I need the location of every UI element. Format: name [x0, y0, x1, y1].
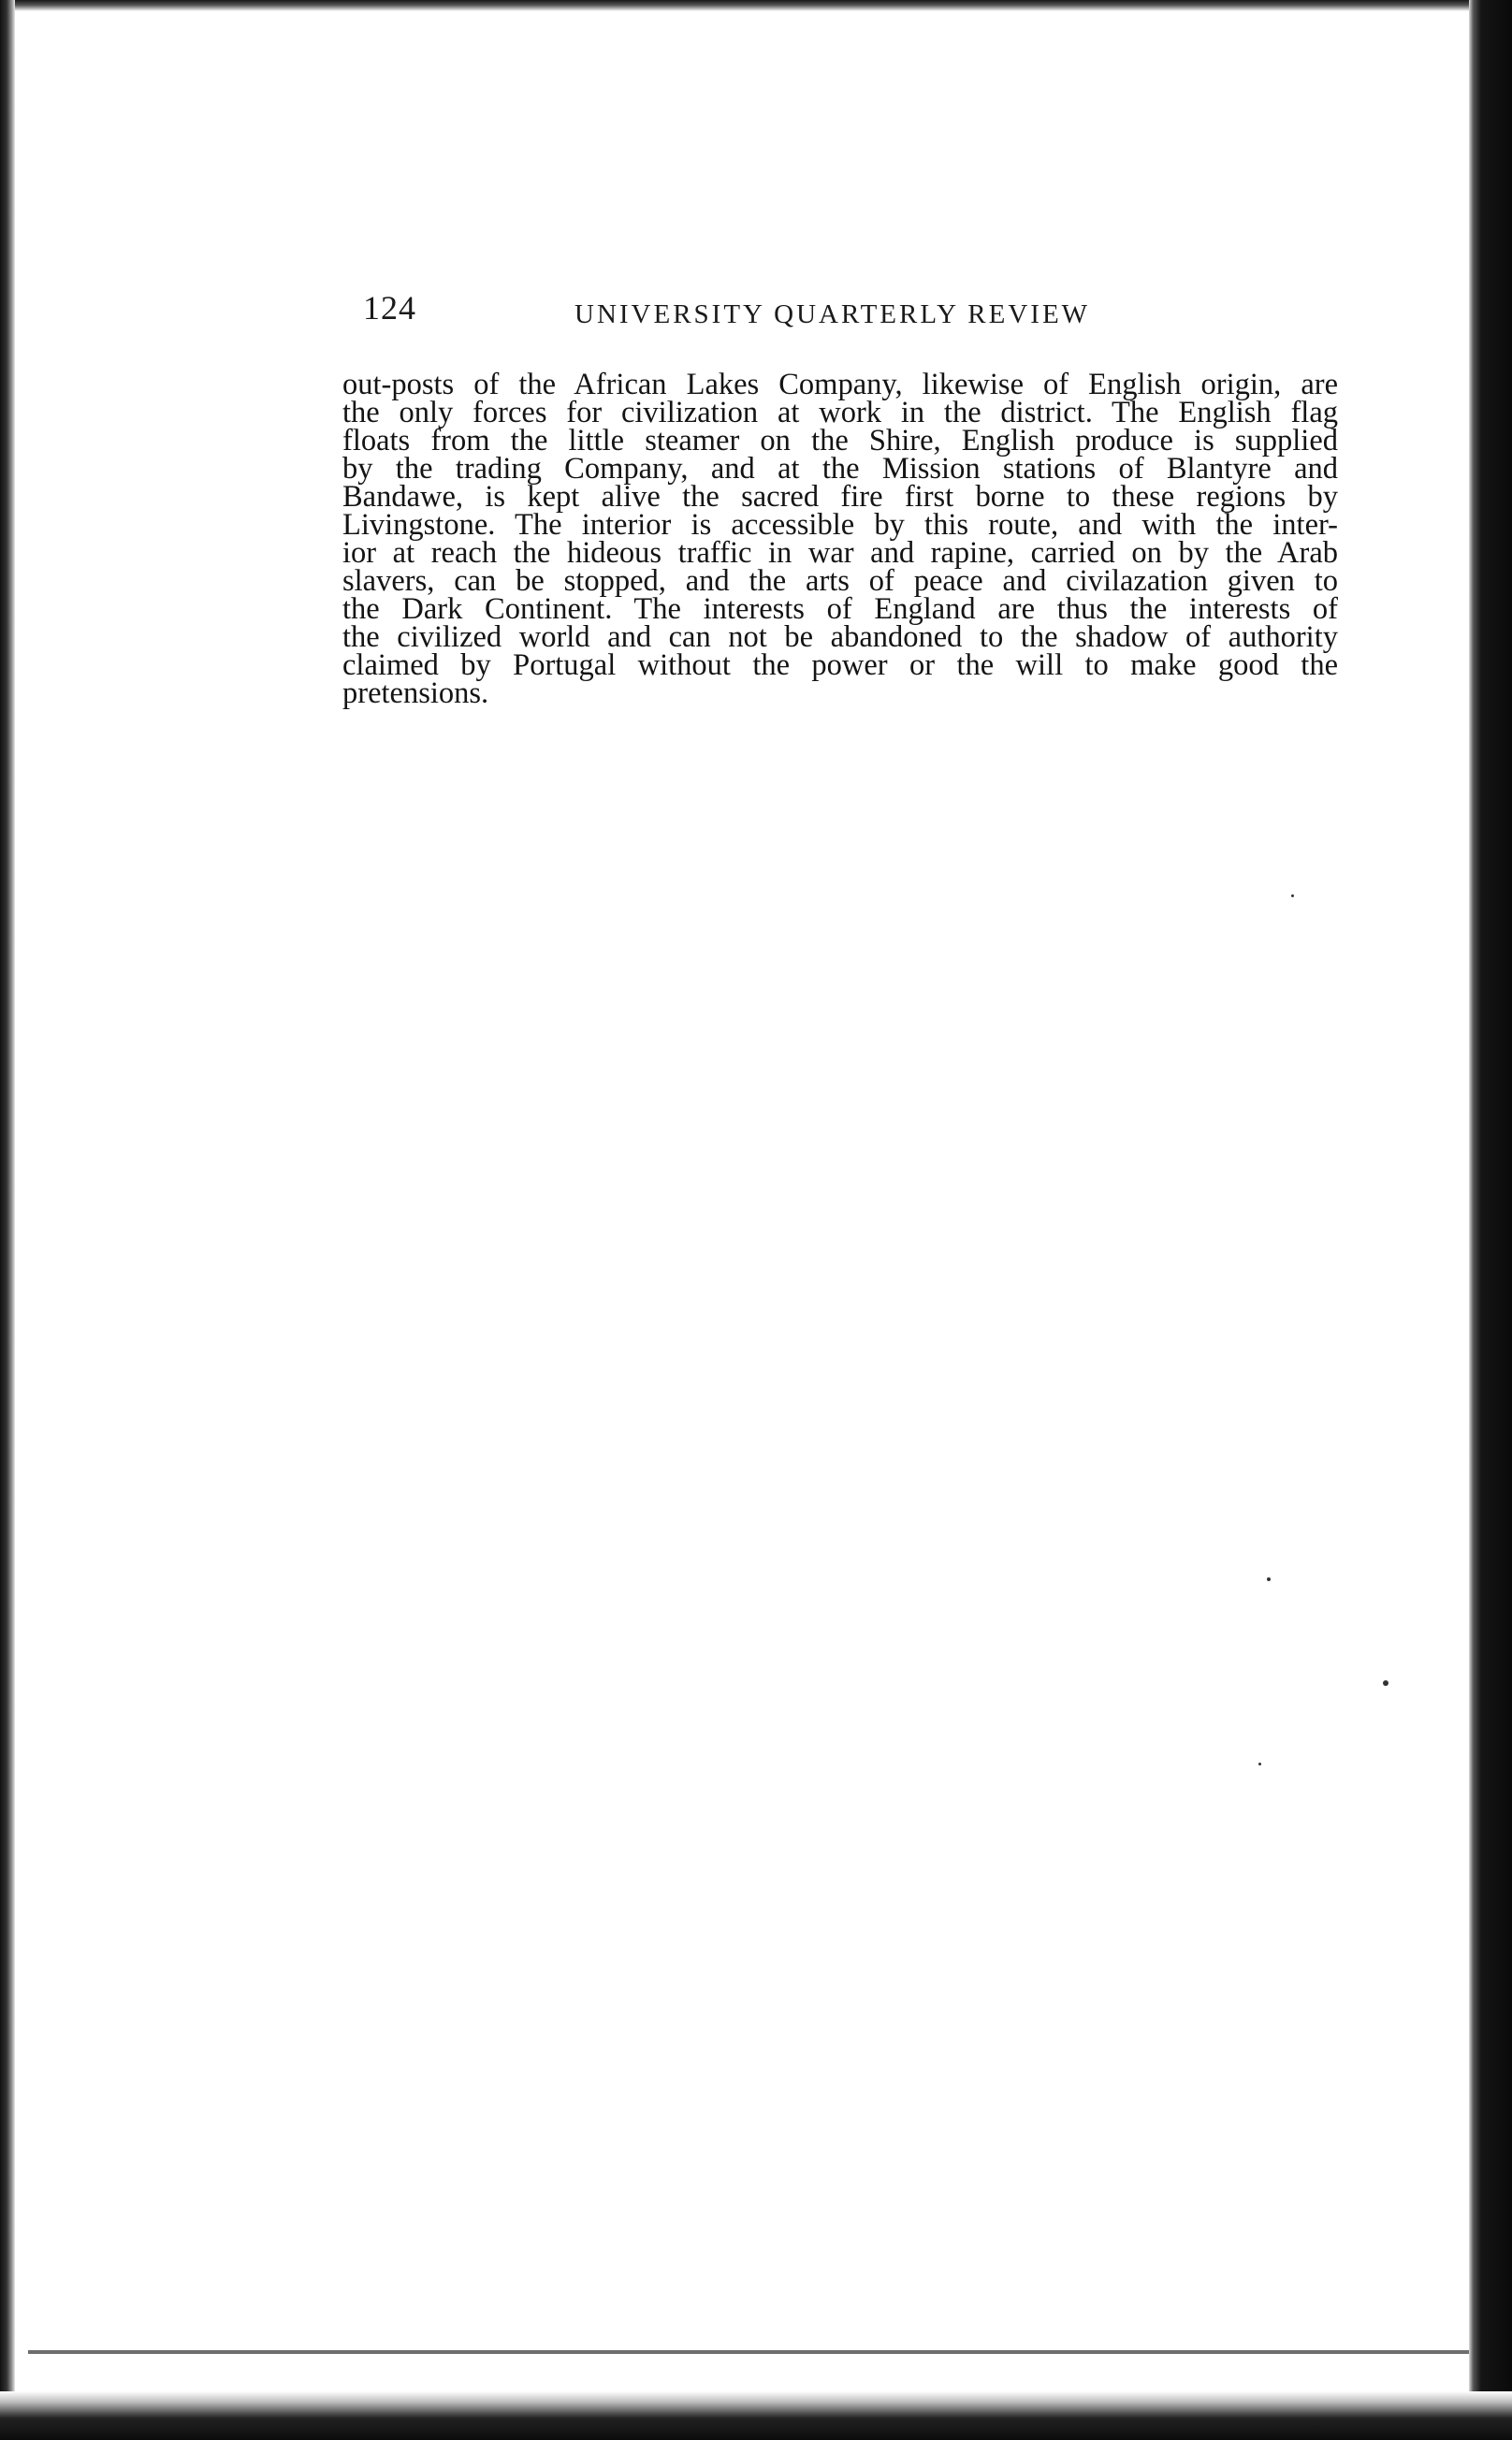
- text-line: Livingstone. The interior is accessible by this route, and with the inter-: [342, 508, 1338, 542]
- text-line: Bandawe, is kept alive the sacred fire first borne to these regions by: [342, 480, 1338, 514]
- body-paragraph: [342, 368, 1338, 710]
- text-line: the Dark Continent. The interests of England are thus the interests of: [342, 592, 1338, 626]
- scan-border-bottom-line: [28, 2350, 1469, 2354]
- scan-speck: [1383, 1680, 1388, 1686]
- text-line: ior at reach the hideous traffic in war and rapine, carried on by the Arab: [342, 536, 1338, 570]
- text-line: out-posts of the African Lakes Company, likewise of English origin, are: [342, 368, 1338, 401]
- scan-border-bottom: [0, 2391, 1512, 2440]
- text-line: claimed by Portugal without the power or the will to make good the: [342, 648, 1338, 682]
- scan-border-left: [0, 0, 15, 2440]
- page-number: 124: [363, 289, 416, 327]
- text-line: pretensions.: [342, 676, 489, 710]
- text-line: the only forces for civilization at work in the district. The English flag: [342, 396, 1338, 429]
- scan-speck: [1258, 1763, 1261, 1765]
- text-line: the civilized world and can not be abandoned to the shadow of authority: [342, 620, 1338, 654]
- running-head: UNIVERSITY QUARTERLY REVIEW: [574, 299, 1091, 329]
- text-line: slavers, can be stopped, and the arts of peace and civilazation given to: [342, 564, 1338, 598]
- scan-border-right: [1469, 0, 1512, 2440]
- text-line: by the trading Company, and at the Mission stations of Blantyre and: [342, 452, 1338, 486]
- text-line: floats from the little steamer on the Shire, English produce is supplied: [342, 424, 1338, 458]
- scan-border-top: [0, 0, 1512, 11]
- scan-speck: [1291, 894, 1294, 897]
- scan-speck: [1267, 1577, 1271, 1581]
